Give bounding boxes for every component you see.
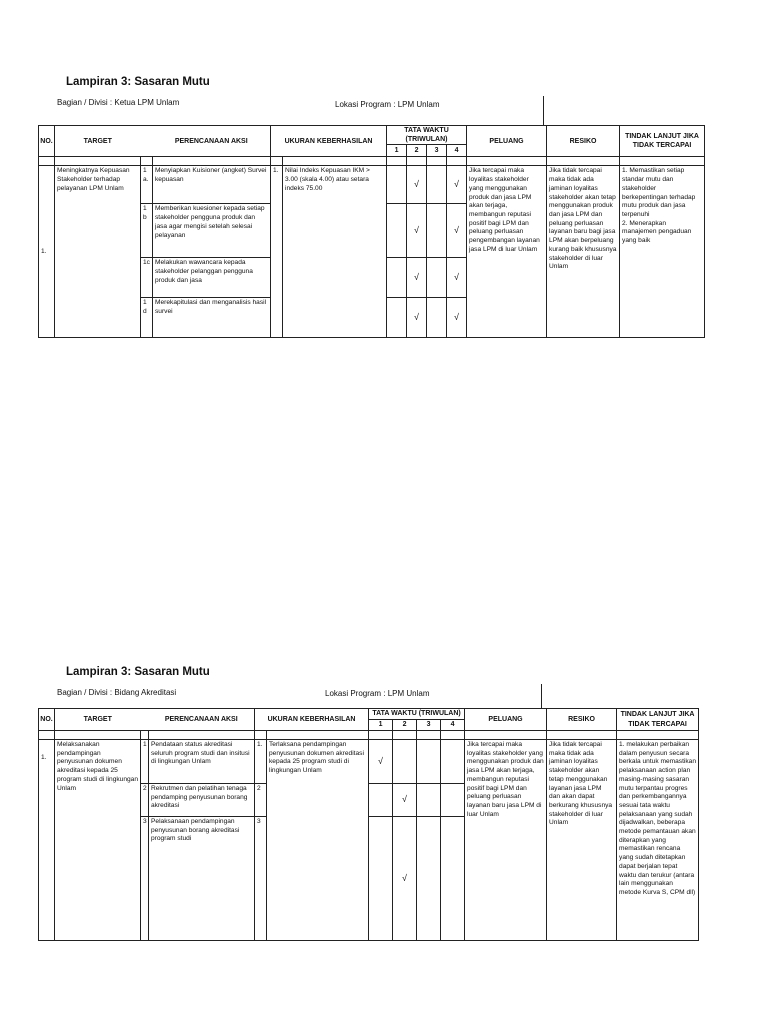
action-text: Memberikan kuesioner kepada setiap stakeholder pengguna produk dan jasa agar mengisi setelah selesai pelayanan (153, 204, 271, 258)
peluang-cell: Jika tercapai maka loyalitas stakeholder yang menggunakan produk dan jasa LPM akan terjaga, membangun reputasi positif bagi LPM dan peluang perluasan layanan baru jasa LPM di luar Unlam (465, 740, 547, 941)
header-tw-3: 3 (417, 720, 441, 731)
header-tindak: TINDAK LANJUT JIKA TIDAK TERCAPAI (617, 709, 699, 731)
header-perencanaan: PERENCANAAN AKSI (153, 126, 271, 157)
resiko-cell: Jika tidak tercapai maka tidak ada jaminan loyalitas stakeholder akan tetap menggunakan produk dan jasa LPM dan peluang perluasan layanan baru bagi jasa LPM akan berpeluang kurang baik khususnya stakeholder di luar Unlam (547, 166, 620, 338)
sasaran-mutu-table (38, 125, 705, 338)
header-tw-2: 2 (393, 720, 417, 731)
check-mark: √ (369, 740, 393, 784)
action-text: Pelaksanaan pendampingan penyusunan borang akreditasi program studi (149, 817, 255, 941)
ukuran-cell: Nilai Indeks Kepuasan IKM > 3.00 (skala 4.00) atau setara indeks 75.00 (283, 166, 387, 338)
bagian-divisi: Bagian / Divisi : Bidang Akreditasi (57, 688, 177, 697)
header-divider (543, 96, 544, 126)
tindak-cell: 1. Memastikan setiap standar mutu dan stakeholder berkepentingan terhadap mutu produk dan jasa terpenuhi 2. Menerapkan manajemen pengaduan yang baik (620, 166, 705, 338)
action-code: 1a. (141, 166, 153, 204)
header-tw-2: 2 (407, 145, 427, 157)
header-no: NO. (39, 709, 55, 731)
resiko-cell: Jika tidak tercapai maka tidak ada jaminan loyalitas stakeholder akan tetap menggunakan layanan jasa LPM dan akan dapat berkurang khususnya stakeholder di luar Unlam (547, 740, 617, 941)
header-tata-waktu: TATA WAKTU (TRIWULAN) (369, 709, 465, 720)
header-target: TARGET (55, 709, 141, 731)
action-code: 1b (141, 204, 153, 258)
check-mark: √ (407, 204, 427, 258)
lokasi-program: Lokasi Program : LPM Unlam (325, 689, 430, 698)
check-mark: √ (447, 166, 467, 204)
target-cell: Melaksanakan pendampingan penyusunan dokumen akreditasi kepada 25 program studi di lingkungan Unlam (55, 740, 141, 941)
target-cell: Meningkatnya Kepuasan Stakeholder terhadap pelayanan LPM Unlam (55, 166, 141, 338)
header-target: TARGET (55, 126, 141, 157)
action-text: Menyiapkan Kuisioner (angket) Survei kepuasan (153, 166, 271, 204)
header-peluang: PELUANG (467, 126, 547, 157)
ukuran-no: 3 (255, 817, 267, 941)
header-ukuran: UKURAN KEBERHASILAN (255, 709, 369, 731)
header-divider (541, 684, 542, 708)
header-tata-waktu: TATA WAKTU (TRIWULAN) (387, 126, 467, 145)
row-no: 1. (39, 740, 55, 941)
lokasi-program: Lokasi Program : LPM Unlam (335, 100, 440, 109)
header-resiko: RESIKO (547, 709, 617, 731)
ukuran-no: 1. (255, 740, 267, 784)
header-ukuran: UKURAN KEBERHASILAN (271, 126, 387, 157)
peluang-cell: Jika tercapai maka loyalitas stakeholder yang menggunakan produk dan jasa LPM akan terjaga, membangun reputasi positif bagi LPM dan peluang perluasan pengembangan layanan jasa LPM di luar Unlam (467, 166, 547, 338)
bagian-divisi: Bagian / Divisi : Ketua LPM Unlam (57, 98, 180, 107)
check-mark: √ (447, 298, 467, 338)
ukuran-no: 2 (255, 784, 267, 817)
action-text: Merekapitulasi dan menganalisis hasil survei (153, 298, 271, 338)
check-mark: √ (407, 166, 427, 204)
header-tw-1: 1 (387, 145, 407, 157)
header-resiko: RESIKO (547, 126, 620, 157)
header-perencanaan: PERENCANAAN AKSI (149, 709, 255, 731)
sheet-title: Lampiran 3: Sasaran Mutu (66, 76, 210, 88)
check-mark: √ (407, 298, 427, 338)
action-text: Pendataan status akreditasi seluruh program studi dan insitusi di lingkungan Unlam (149, 740, 255, 784)
sheet-title: Lampiran 3: Sasaran Mutu (66, 666, 210, 678)
check-mark: √ (447, 204, 467, 258)
action-code: 1c (141, 258, 153, 298)
row-no: 1. (39, 166, 55, 338)
check-mark: √ (393, 817, 417, 941)
action-text: Melakukan wawancara kepada stakeholder pelanggan pengguna produk dan jasa (153, 258, 271, 298)
action-code: 2 (141, 784, 149, 817)
action-code: 3 (141, 817, 149, 941)
ukuran-cell: Terlaksana pendampingan penyusunan dokumen akreditasi kepada 25 program studi di lingkungan Unlam (267, 740, 369, 941)
header-peluang: PELUANG (465, 709, 547, 731)
check-mark: √ (393, 784, 417, 817)
sasaran-mutu-table (38, 708, 699, 941)
header-tw-3: 3 (427, 145, 447, 157)
header-tindak: TINDAK LANJUT JIKA TIDAK TERCAPAI (620, 126, 705, 157)
header-tw-4: 4 (441, 720, 465, 731)
action-code: 1 (141, 740, 149, 784)
header-no: NO. (39, 126, 55, 157)
action-code: 1d (141, 298, 153, 338)
header-tw-1: 1 (369, 720, 393, 731)
header-tw-4: 4 (447, 145, 467, 157)
check-mark: √ (407, 258, 427, 298)
tindak-cell: 1. melakukan perbaikan dalam penyusun secara berkala untuk memastikan pelaksanaan action plan masing-masing sasaran mutu terpantau progres dan perkembangannya sesuai tata waktu pelaksanaan yang sudah dijadwalkan, beberapa metode pemantauan akan diterapkan yang memastikan rencana yang sudah ditetapkan dapat berjalan tepat waktu dan terukur (antara lain menggunakan metode Kurva S, CPM dll) (617, 740, 699, 941)
check-mark: √ (447, 258, 467, 298)
ukuran-no: 1. (271, 166, 283, 338)
action-text: Rekrutmen dan pelatihan tenaga pendamping penyusunan borang akreditasi (149, 784, 255, 817)
